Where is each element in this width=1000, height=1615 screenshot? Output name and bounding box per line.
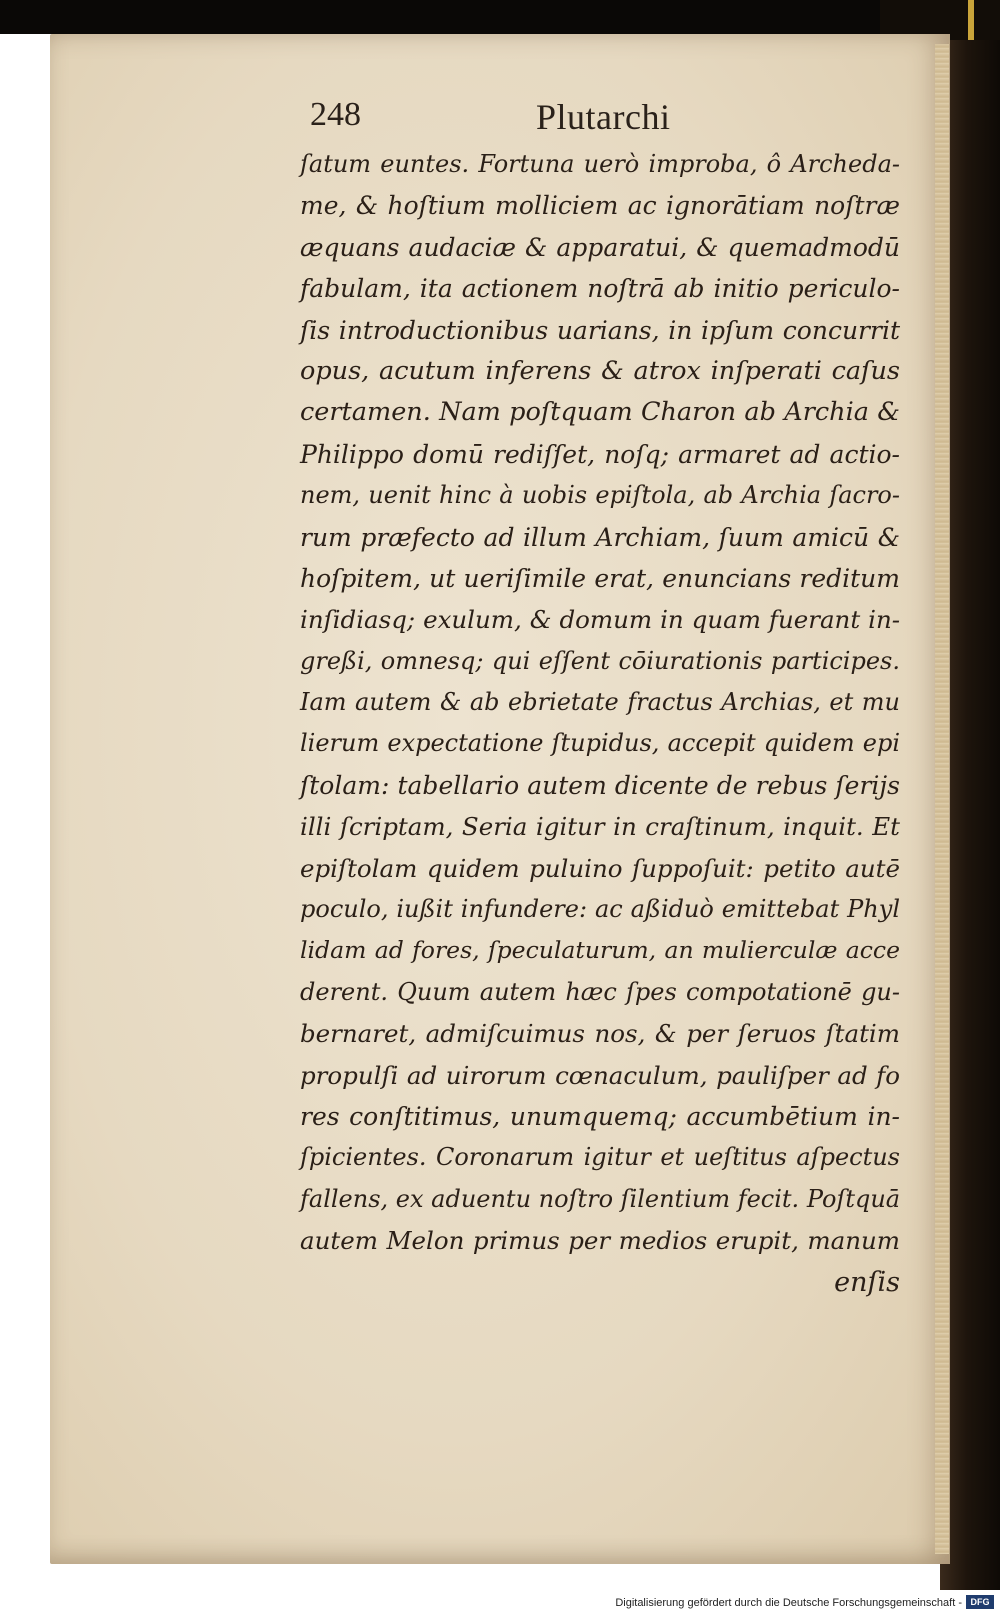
funding-credit: Digitalisierung gefördert durch die Deutsche Forschungsgemeinschaft - — [615, 1597, 962, 1609]
text-line: certamen. Nam poſtquam Charon ab Archia & — [300, 397, 900, 428]
body-text — [300, 144, 900, 1303]
text-line: ſtolam: tabellario autem dicente de rebus ſerijs — [300, 770, 900, 800]
text-line: ſpicientes. Coronarum igitur et ueſtitus aſpectus — [300, 1143, 900, 1172]
text-line: hoſpitem, ut ueriſimile erat, enuncians reditum — [300, 563, 900, 593]
text-line: ſis introductionibus uarians, in ipſum concurrit — [300, 315, 900, 345]
text-line: rum præfecto ad illum Archiam, ſuum amicū & — [300, 522, 900, 552]
text-line: autem Melon primus per medios erupit, manum — [300, 1226, 900, 1256]
catchword: enſis — [834, 1266, 900, 1298]
text-line: me, & hoſtium molliciem ac ignorātiam noſtræ — [300, 191, 900, 221]
text-line: lidam ad fores, ſpeculaturum, an mulierculæ acce — [300, 936, 900, 965]
text-line: epiſtolam quidem puluino ſuppoſuit: petito autē — [300, 853, 900, 883]
text-line: propulſi ad uirorum cœnaculum, pauliſper ad fo — [300, 1060, 900, 1090]
page-number: 248 — [310, 96, 361, 133]
text-line: nem, uenit hinc à uobis epiſtola, ab Archia ſacro- — [300, 481, 900, 510]
text-line: æquans audaciæ & apparatui, & quemadmodū — [300, 232, 900, 262]
text-line: fabulam, ita actionem noſtrā ab initio periculo- — [300, 274, 900, 304]
scan-background-top — [0, 0, 1000, 34]
footer-bar — [0, 1590, 1000, 1615]
text-line: opus, acutum inferens & atrox inſperati caſus — [300, 355, 900, 386]
text-line: derent. Quum autem hæc ſpes compotationē gu- — [300, 977, 900, 1006]
page-edges — [935, 44, 949, 1554]
text-line: greßi, omnesq; qui eſſent cōiurationis participes. — [300, 646, 900, 675]
running-title: Plutarchi — [536, 97, 671, 137]
spine-accent — [968, 0, 974, 40]
text-line: bernaret, admiſcuimus nos, & per ſeruos ſtatim — [300, 1019, 900, 1049]
text-line: poculo, iußit infundere: ac aßiduò emittebat Phyl — [300, 895, 900, 924]
text-line: fallens, ex aduentu noſtro ſilentium fecit. Poſtquā — [300, 1184, 901, 1213]
text-line: lierum expectatione ſtupidus, accepit quidem epi — [300, 729, 900, 758]
text-line: ſatum euntes. Fortuna uerò improba, ô Archeda- — [300, 150, 900, 178]
text-line: Iam autem & ab ebrietate fractus Archias, et mu — [300, 688, 900, 717]
dfg-logo: DFG — [966, 1595, 994, 1609]
text-line: illi ſcriptam, Seria igitur in craſtinum, inquit. Et — [300, 812, 900, 842]
text-line: Philippo domū rediſſet, noſq; armaret ad actio- — [300, 439, 900, 469]
text-line: res conſtitimus, unumquemq; accumbētium in- — [300, 1101, 900, 1131]
text-line: inſidiasq; exulum, & domum in quam fuerant in- — [300, 605, 900, 635]
running-head — [310, 96, 870, 146]
